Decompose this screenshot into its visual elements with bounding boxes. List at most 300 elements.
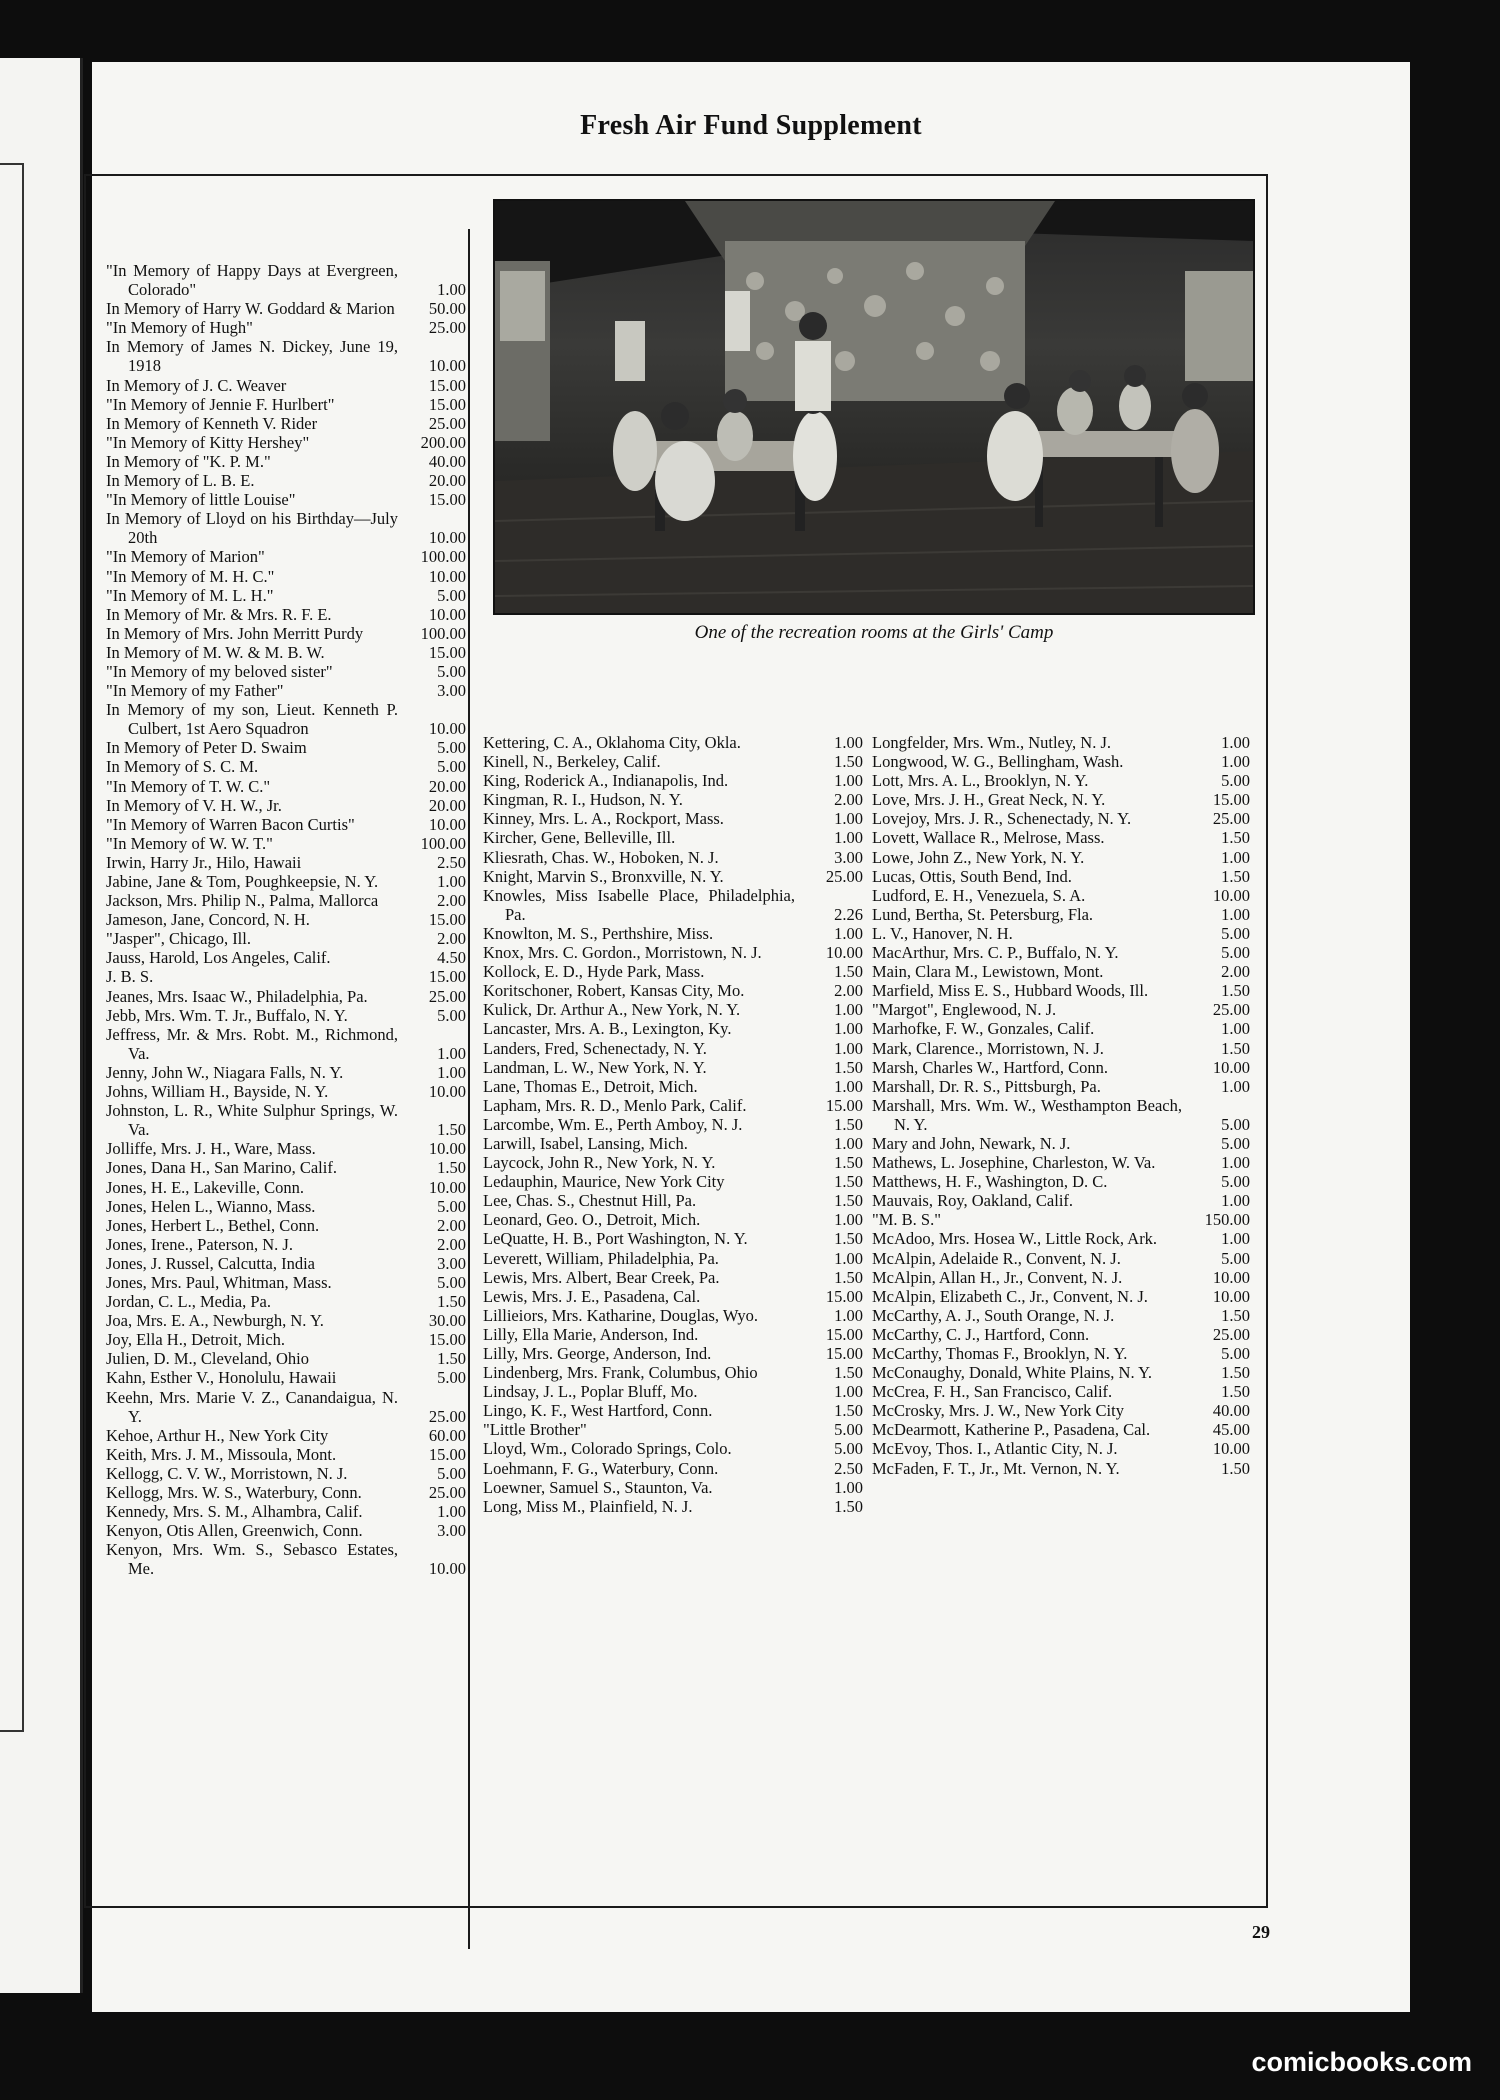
donation-amount: 15.00 (428, 1330, 466, 1350)
donation-amount: 1.50 (834, 1191, 863, 1211)
donation-amount: 150.00 (1204, 1210, 1250, 1230)
donor-name: In Memory of L. B. E. (106, 471, 255, 491)
donor-entry (872, 1134, 1250, 1153)
donor-name: McAdoo, Mrs. Hosea W., Little Rock, Ark. (872, 1229, 1158, 1249)
donation-amount: 20.00 (428, 776, 466, 796)
donor-name: McCarthy, C. J., Hartford, Conn. (872, 1324, 1090, 1344)
donor-entry (483, 790, 863, 809)
donor-entry (483, 1401, 863, 1420)
donor-entry (106, 681, 466, 700)
donation-amount: 1.50 (1221, 866, 1250, 886)
donation-amount: 1.00 (1221, 752, 1250, 772)
donor-entry (872, 771, 1250, 790)
donor-name: "In Memory of M. L. H." (106, 585, 274, 605)
donor-entry (106, 261, 466, 299)
donor-name: MacArthur, Mrs. C. P., Buffalo, N. Y. (872, 943, 1119, 963)
donation-amount: 1.00 (437, 872, 466, 891)
donor-name: McAlpin, Elizabeth C., Jr., Convent, N. J. (872, 1286, 1148, 1306)
donor-name: Kollock, E. D., Hyde Park, Mass. (483, 962, 705, 982)
donor-name: Marshall, Dr. R. S., Pittsburgh, Pa. (872, 1076, 1101, 1096)
donor-name: "In Memory of Hugh" (106, 318, 253, 338)
donation-amount: 15.00 (428, 910, 466, 930)
donor-name: Kircher, Gene, Belleville, Ill. (483, 828, 676, 848)
page-title: Fresh Air Fund Supplement (580, 110, 922, 141)
donor-entry (483, 848, 863, 867)
donor-name: Lapham, Mrs. R. D., Menlo Park, Calif. (483, 1095, 747, 1115)
donor-name: Jeffress, Mr. & Mrs. Robt. M., Richmond, Va. (106, 1024, 398, 1063)
donation-amount: 100.00 (420, 623, 466, 643)
donation-amount: 10.00 (428, 356, 466, 376)
donation-amount: 20.00 (428, 471, 466, 491)
donor-entry (106, 376, 466, 395)
donor-entry (872, 1287, 1250, 1306)
donor-name: Marfield, Miss E. S., Hubbard Woods, Ill. (872, 981, 1149, 1001)
donation-amount: 1.00 (834, 733, 863, 752)
donor-name: "In Memory of Warren Bacon Curtis" (106, 814, 355, 834)
donor-entry (872, 1210, 1250, 1229)
donor-name: Knowlton, M. S., Perthshire, Miss. (483, 923, 714, 943)
donor-entry (106, 948, 466, 967)
donor-name: Landers, Fred, Schenectady, N. Y. (483, 1038, 707, 1058)
donor-entry (483, 828, 863, 847)
donation-amount: 5.00 (1221, 1344, 1250, 1363)
donor-entry (872, 1306, 1250, 1325)
donation-amount: 10.00 (428, 814, 466, 834)
donor-entry (483, 1039, 863, 1058)
donation-amount: 1.00 (834, 771, 863, 791)
donor-name: Kliesrath, Chas. W., Hoboken, N. J. (483, 847, 719, 867)
previous-page-edge (0, 58, 83, 1993)
donor-name: Lingo, K. F., West Hartford, Conn. (483, 1401, 713, 1421)
donor-entry (106, 1139, 466, 1158)
donation-amount: 15.00 (825, 1286, 863, 1306)
donor-entry (872, 848, 1250, 867)
donor-entry (872, 1077, 1250, 1096)
donor-entry (106, 1464, 466, 1483)
donor-name: In Memory of Peter D. Swaim (106, 738, 307, 758)
donation-amount: 5.00 (437, 1463, 466, 1483)
donor-name: Loewner, Samuel S., Staunton, Va. (483, 1477, 713, 1497)
donor-name: McCarthy, A. J., South Orange, N. J. (872, 1305, 1115, 1325)
donor-name: "Margot", Englewood, N. J. (872, 1000, 1057, 1020)
donor-name: "In Memory of my Father" (106, 681, 284, 701)
donor-name: Kellogg, C. V. W., Morristown, N. J. (106, 1463, 348, 1483)
donor-name: L. V., Hanover, N. H. (872, 923, 1013, 943)
donation-amount: 1.00 (834, 1133, 863, 1153)
donor-entry (872, 1420, 1250, 1439)
donor-name: In Memory of my son, Lieut. Kenneth P. Culbert, 1st Aero Squadron (106, 700, 398, 739)
donor-name: Keith, Mrs. J. M., Missoula, Mont. (106, 1444, 337, 1464)
donation-amount: 1.00 (1221, 1019, 1250, 1039)
donor-entry (483, 1249, 863, 1268)
donation-amount: 1.00 (834, 1305, 863, 1325)
donation-amount: 5.00 (1221, 1248, 1250, 1268)
donor-name: Main, Clara M., Lewistown, Mont. (872, 962, 1104, 982)
donor-entry (483, 1306, 863, 1325)
donation-amount: 1.00 (834, 1076, 863, 1096)
donation-amount: 2.00 (437, 891, 466, 911)
donation-amount: 1.50 (437, 1158, 466, 1178)
donor-entry (106, 1311, 466, 1330)
donation-amount: 1.00 (1221, 1191, 1250, 1211)
donor-entry (106, 643, 466, 662)
donor-entry (872, 1439, 1250, 1458)
donor-entry (106, 662, 466, 681)
donor-entry (106, 567, 466, 586)
donor-name: Kenyon, Otis Allen, Greenwich, Conn. (106, 1521, 363, 1541)
donor-entry (106, 929, 466, 948)
donation-amount: 3.00 (834, 847, 863, 867)
column-divider (468, 229, 470, 1949)
donation-amount: 100.00 (420, 547, 466, 567)
donor-entry (106, 872, 466, 891)
donor-name: Mathews, L. Josephine, Charleston, W. Va. (872, 1153, 1156, 1173)
donor-entry (483, 1000, 863, 1019)
donor-entry (106, 586, 466, 605)
donation-amount: 10.00 (825, 943, 863, 963)
donation-amount: 1.00 (834, 923, 863, 943)
donation-amount: 1.50 (437, 1120, 466, 1140)
donor-name: "M. B. S." (872, 1210, 941, 1230)
donor-entry (872, 1229, 1250, 1248)
donor-entry (106, 987, 466, 1006)
donation-amount: 5.00 (437, 738, 466, 758)
donation-amount: 1.50 (1221, 1305, 1250, 1325)
donor-entry (106, 414, 466, 433)
donor-entry (872, 886, 1250, 905)
donor-entry (483, 1420, 863, 1439)
donation-amount: 15.00 (428, 394, 466, 414)
donor-name: Longwood, W. G., Bellingham, Wash. (872, 752, 1124, 772)
donation-amount: 4.50 (437, 948, 466, 968)
donor-entry (106, 796, 466, 815)
donor-name: Mary and John, Newark, N. J. (872, 1133, 1071, 1153)
donor-name: Kenyon, Mrs. Wm. S., Sebasco Estates, Me. (106, 1540, 398, 1579)
donor-column-3 (872, 733, 1250, 1478)
donation-amount: 1.00 (834, 1477, 863, 1497)
donor-entry (872, 924, 1250, 943)
donor-entry (106, 1502, 466, 1521)
recreation-room-photo (493, 199, 1255, 615)
donor-name: In Memory of Mr. & Mrs. R. F. E. (106, 604, 332, 624)
donor-name: Laycock, John R., New York, N. Y. (483, 1153, 716, 1173)
donor-name: Lewis, Mrs. Albert, Bear Creek, Pa. (483, 1267, 720, 1287)
donor-entry (106, 1330, 466, 1349)
donor-name: In Memory of Harry W. Goddard & Marion (106, 299, 395, 319)
donation-amount: 5.00 (437, 661, 466, 681)
donor-name: Landman, L. W., New York, N. Y. (483, 1057, 707, 1077)
donation-amount: 25.00 (1212, 1324, 1250, 1344)
donor-entry (483, 1363, 863, 1382)
donation-amount: 1.50 (834, 1057, 863, 1077)
donor-entry (106, 1540, 466, 1578)
donation-amount: 1.00 (834, 828, 863, 848)
donation-amount: 10.00 (1212, 1286, 1250, 1306)
donation-amount: 1.50 (834, 1496, 863, 1516)
donor-name: Kingman, R. I., Hudson, N. Y. (483, 790, 683, 810)
donation-amount: 1.00 (834, 1210, 863, 1230)
donation-amount: 2.50 (834, 1458, 863, 1478)
donor-entry (106, 1197, 466, 1216)
donor-name: Love, Mrs. J. H., Great Neck, N. Y. (872, 790, 1106, 810)
donor-entry (483, 867, 863, 886)
donor-name: "In Memory of Jennie F. Hurlbert" (106, 394, 335, 414)
donor-entry (872, 1096, 1250, 1134)
donation-amount: 25.00 (428, 318, 466, 338)
donation-amount: 1.00 (1221, 733, 1250, 752)
donor-name: Leonard, Geo. O., Detroit, Mich. (483, 1210, 701, 1230)
donor-name: Jenny, John W., Niagara Falls, N. Y. (106, 1062, 344, 1082)
donation-amount: 40.00 (428, 451, 466, 471)
donor-name: Jones, Dana H., San Marino, Calif. (106, 1158, 337, 1178)
donor-entry (872, 1000, 1250, 1019)
donation-amount: 10.00 (1212, 885, 1250, 905)
donor-entry (483, 1096, 863, 1115)
donor-name: Lovett, Wallace R., Melrose, Mass. (872, 828, 1105, 848)
donation-amount: 1.00 (834, 1000, 863, 1020)
donor-entry (106, 471, 466, 490)
donor-entry (872, 809, 1250, 828)
donor-entry (106, 318, 466, 337)
donor-entry (872, 733, 1250, 752)
donation-amount: 15.00 (1212, 790, 1250, 810)
donation-amount: 5.00 (437, 1272, 466, 1292)
donor-name: "In Memory of little Louise" (106, 490, 296, 510)
donation-amount: 40.00 (1212, 1401, 1250, 1421)
donor-name: Jones, J. Russel, Calcutta, India (106, 1253, 315, 1273)
donation-amount: 5.00 (1221, 943, 1250, 963)
donor-entry (483, 1210, 863, 1229)
donor-name: Kulick, Dr. Arthur A., New York, N. Y. (483, 1000, 741, 1020)
donor-name: In Memory of M. W. & M. B. W. (106, 642, 325, 662)
donor-entry (483, 962, 863, 981)
donation-amount: 15.00 (428, 967, 466, 987)
donor-entry (106, 433, 466, 452)
donor-name: "In Memory of Happy Days at Evergreen, Colorado" (106, 261, 398, 300)
donor-name: "In Memory of M. H. C." (106, 566, 275, 586)
donation-amount: 5.00 (834, 1420, 863, 1440)
donor-name: Lee, Chas. S., Chestnut Hill, Pa. (483, 1191, 697, 1211)
donor-entry (106, 815, 466, 834)
donor-name: Knox, Mrs. C. Gordon., Morristown, N. J. (483, 943, 762, 963)
donation-amount: 200.00 (420, 432, 466, 452)
donor-entry (106, 337, 466, 375)
donor-entry (106, 1006, 466, 1025)
donor-name: Johnston, L. R., White Sulphur Springs, W. Va. (106, 1101, 398, 1140)
donor-entry (872, 1382, 1250, 1401)
donor-name: Ledauphin, Maurice, New York City (483, 1172, 725, 1192)
donor-entry (872, 1058, 1250, 1077)
donor-name: Lilly, Mrs. George, Anderson, Ind. (483, 1344, 712, 1363)
donation-amount: 1.50 (1221, 828, 1250, 848)
donor-name: Lucas, Ottis, South Bend, Ind. (872, 866, 1072, 886)
donor-name: Lindenberg, Mrs. Frank, Columbus, Ohio (483, 1363, 758, 1383)
donor-entry (106, 1349, 466, 1368)
donation-amount: 1.50 (834, 1267, 863, 1287)
donor-name: In Memory of "K. P. M." (106, 451, 271, 471)
donation-amount: 10.00 (1212, 1057, 1250, 1077)
donation-amount: 10.00 (428, 1139, 466, 1159)
donation-amount: 1.50 (437, 1349, 466, 1369)
donor-entry (106, 605, 466, 624)
donor-name: Jolliffe, Mrs. J. H., Ware, Mass. (106, 1139, 316, 1159)
donation-amount: 10.00 (428, 528, 466, 548)
site-watermark: comicbooks.com (1251, 2047, 1472, 2077)
donation-amount: 1.50 (1221, 1382, 1250, 1402)
donor-name: Lilly, Ella Marie, Anderson, Ind. (483, 1324, 699, 1344)
donation-amount: 25.00 (825, 866, 863, 886)
donation-amount: 1.50 (1221, 1038, 1250, 1058)
donor-entry (106, 738, 466, 757)
donor-entry (483, 886, 863, 924)
donation-amount: 5.00 (437, 757, 466, 777)
donation-amount: 10.00 (428, 566, 466, 586)
donor-name: Leverett, William, Philadelphia, Pa. (483, 1248, 719, 1268)
donor-name: Kettering, C. A., Oklahoma City, Okla. (483, 733, 741, 752)
donation-amount: 25.00 (428, 1406, 466, 1426)
donor-column-1 (106, 261, 466, 1578)
donor-name: Jones, H. E., Lakeville, Conn. (106, 1177, 304, 1197)
donor-entry (106, 777, 466, 796)
donation-amount: 1.00 (1221, 1076, 1250, 1096)
donor-entry (872, 905, 1250, 924)
donor-entry (106, 853, 466, 872)
donation-amount: 15.00 (428, 375, 466, 395)
donor-entry (872, 1153, 1250, 1172)
donation-amount: 1.50 (1221, 981, 1250, 1001)
donor-entry (872, 1363, 1250, 1382)
donor-entry (872, 1191, 1250, 1210)
donor-name: J. B. S. (106, 967, 154, 987)
donor-name: Larwill, Isabel, Lansing, Mich. (483, 1133, 688, 1153)
donor-entry (106, 452, 466, 471)
donation-amount: 25.00 (1212, 809, 1250, 829)
donor-entry (106, 1273, 466, 1292)
donor-name: McFaden, F. T., Jr., Mt. Vernon, N. Y. (872, 1458, 1120, 1478)
donor-name: Kinney, Mrs. L. A., Rockport, Mass. (483, 809, 724, 829)
donation-amount: 50.00 (428, 299, 466, 319)
donor-name: In Memory of Mrs. John Merritt Purdy (106, 623, 364, 643)
donor-name: King, Roderick A., Indianapolis, Ind. (483, 771, 729, 791)
donation-amount: 15.00 (825, 1324, 863, 1344)
donation-amount: 1.50 (834, 1172, 863, 1192)
donor-entry (483, 1439, 863, 1458)
donor-entry (106, 1101, 466, 1139)
donor-name: Jordan, C. L., Media, Pa. (106, 1292, 271, 1312)
donor-entry (872, 1459, 1250, 1478)
donor-entry (106, 700, 466, 738)
donation-amount: 5.00 (834, 1439, 863, 1459)
donation-amount: 45.00 (1212, 1420, 1250, 1440)
donation-amount: 3.00 (437, 1521, 466, 1541)
donor-entry (106, 1216, 466, 1235)
donor-entry (483, 1287, 863, 1306)
donor-name: LeQuatte, H. B., Port Washington, N. Y. (483, 1229, 748, 1249)
donor-entry (483, 1191, 863, 1210)
donation-amount: 25.00 (1212, 1000, 1250, 1020)
donor-name: "In Memory of Marion" (106, 547, 265, 567)
donor-name: "Little Brother" (483, 1420, 587, 1440)
donation-amount: 60.00 (428, 1425, 466, 1445)
donation-amount: 1.50 (834, 962, 863, 982)
donation-amount: 1.00 (1221, 1229, 1250, 1249)
donation-amount: 5.00 (437, 585, 466, 605)
donation-amount: 2.50 (437, 852, 466, 872)
donation-amount: 1.50 (834, 1401, 863, 1421)
donor-name: Lancaster, Mrs. A. B., Lexington, Ky. (483, 1019, 732, 1039)
donation-amount: 1.00 (1221, 847, 1250, 867)
donor-entry (106, 509, 466, 547)
donor-entry (106, 299, 466, 318)
donation-amount: 25.00 (428, 986, 466, 1006)
donor-name: "In Memory of W. W. T." (106, 833, 273, 853)
donor-name: In Memory of James N. Dickey, June 19, 1918 (106, 337, 398, 376)
donor-entry (872, 962, 1250, 981)
donor-entry (872, 1172, 1250, 1191)
donor-entry (483, 1344, 863, 1363)
donor-entry (106, 1292, 466, 1311)
donor-name: Keehn, Mrs. Marie V. Z., Canandaigua, N. Y. (106, 1387, 398, 1426)
donor-entry (106, 1368, 466, 1387)
donor-entry (483, 771, 863, 790)
donor-entry (106, 1521, 466, 1540)
donation-amount: 2.00 (834, 981, 863, 1001)
donor-entry (872, 943, 1250, 962)
donation-amount: 3.00 (437, 1253, 466, 1273)
donation-amount: 10.00 (1212, 1267, 1250, 1287)
donor-entry (872, 981, 1250, 1000)
donor-entry (483, 1325, 863, 1344)
donation-amount: 1.00 (437, 1502, 466, 1522)
donor-name: Jeanes, Mrs. Isaac W., Philadelphia, Pa. (106, 986, 368, 1006)
donor-name: Johns, William H., Bayside, N. Y. (106, 1082, 329, 1102)
donor-name: Lloyd, Wm., Colorado Springs, Colo. (483, 1439, 732, 1459)
donation-amount: 5.00 (1221, 923, 1250, 943)
donation-amount: 1.00 (437, 1043, 466, 1063)
donor-entry (483, 1268, 863, 1287)
donor-name: Joa, Mrs. E. A., Newburgh, N. Y. (106, 1311, 324, 1331)
donor-entry (483, 809, 863, 828)
donor-entry (872, 1019, 1250, 1038)
donor-entry (106, 1426, 466, 1445)
magazine-page (92, 62, 1410, 2012)
donor-name: McAlpin, Adelaide R., Convent, N. J. (872, 1248, 1121, 1268)
donor-entry (483, 752, 863, 771)
donor-name: In Memory of V. H. W., Jr. (106, 795, 282, 815)
donor-entry (106, 1178, 466, 1197)
donor-entry (483, 981, 863, 1000)
donor-name: Kennedy, Mrs. S. M., Alhambra, Calif. (106, 1502, 363, 1522)
donor-entry (106, 547, 466, 566)
donation-amount: 2.00 (1221, 962, 1250, 982)
donor-name: McEvoy, Thos. I., Atlantic City, N. J. (872, 1439, 1118, 1459)
donation-amount: 5.00 (1221, 1114, 1250, 1134)
donation-amount: 2.00 (437, 1234, 466, 1254)
donor-entry (483, 1058, 863, 1077)
donation-amount: 1.00 (1221, 1153, 1250, 1173)
donor-name: McCarthy, Thomas F., Brooklyn, N. Y. (872, 1344, 1128, 1363)
donor-name: Lane, Thomas E., Detroit, Mich. (483, 1076, 698, 1096)
donor-entry (872, 1268, 1250, 1287)
donor-name: McAlpin, Allan H., Jr., Convent, N. J. (872, 1267, 1123, 1287)
donation-amount: 1.50 (1221, 1363, 1250, 1383)
donation-amount: 25.00 (428, 1483, 466, 1502)
donation-amount: 5.00 (1221, 1172, 1250, 1192)
donor-name: "In Memory of T. W. C." (106, 776, 271, 796)
donor-name: Knowles, Miss Isabelle Place, Philadelphia, Pa. (483, 885, 795, 924)
donor-name: In Memory of Kenneth V. Rider (106, 413, 318, 433)
donor-name: Jones, Herbert L., Bethel, Conn. (106, 1215, 320, 1235)
